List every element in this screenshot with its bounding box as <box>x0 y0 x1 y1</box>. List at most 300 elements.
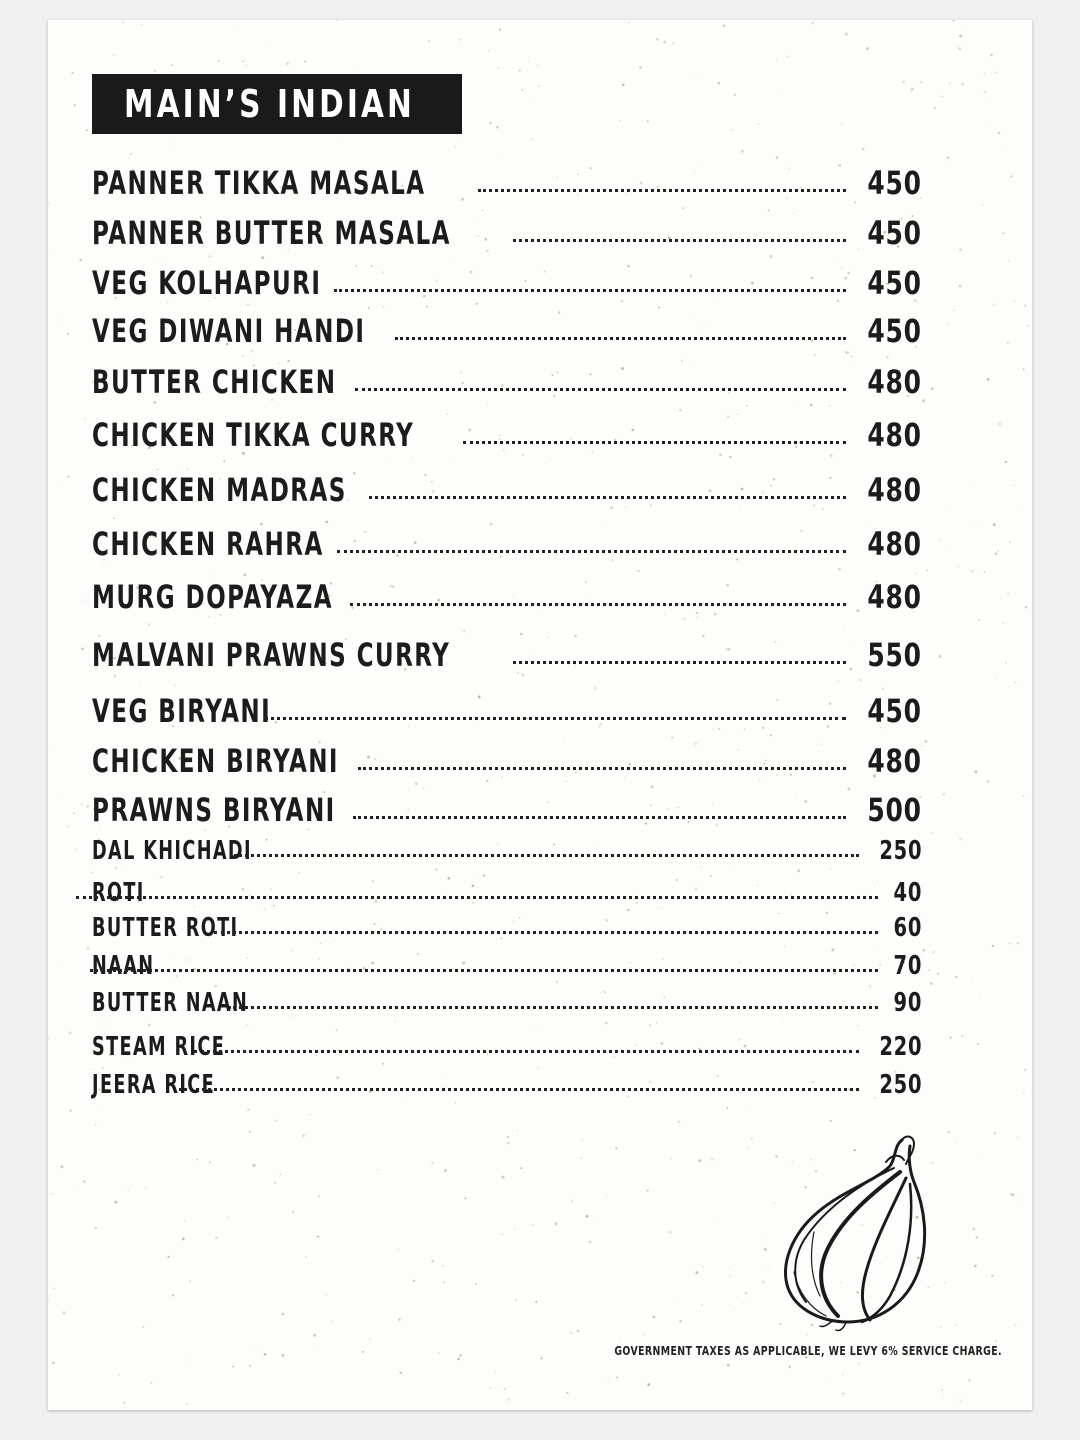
speckle <box>700 866 702 868</box>
menu-item <box>92 636 922 674</box>
speckle <box>48 1037 49 1039</box>
dot-leader <box>76 896 878 899</box>
speckle <box>535 97 536 98</box>
speckle <box>115 867 118 870</box>
speckle <box>215 1236 218 1239</box>
speckle <box>581 1140 583 1142</box>
speckle <box>487 403 488 404</box>
speckle <box>943 1398 944 1399</box>
speckle <box>189 1280 191 1282</box>
speckle <box>62 798 63 799</box>
speckle <box>955 1324 956 1325</box>
speckle <box>310 1114 311 1115</box>
item-name: CHICKEN RAHRA <box>92 525 324 563</box>
speckle <box>72 72 74 74</box>
speckle <box>728 870 729 871</box>
item-name: MALVANI PRAWNS CURRY <box>92 636 451 674</box>
dot-leader <box>513 661 847 664</box>
speckle <box>476 303 478 305</box>
speckle <box>242 60 244 62</box>
speckle <box>520 633 523 636</box>
speckle <box>776 156 778 158</box>
onion-icon <box>774 1132 934 1332</box>
speckle <box>948 549 949 550</box>
speckle <box>1008 686 1009 687</box>
speckle <box>663 41 666 44</box>
speckle <box>242 356 244 358</box>
item-price: 450 <box>867 692 922 730</box>
speckle <box>571 1200 573 1202</box>
speckle <box>829 405 831 407</box>
speckle <box>446 413 448 415</box>
speckle <box>502 1176 505 1179</box>
dot-leader <box>353 816 846 819</box>
speckle <box>153 401 156 404</box>
speckle <box>459 39 461 41</box>
speckle <box>1008 260 1010 262</box>
menu-item <box>92 264 922 302</box>
speckle <box>51 1193 53 1195</box>
speckle <box>496 126 499 129</box>
speckle <box>1014 485 1015 486</box>
speckle <box>941 1389 943 1391</box>
speckle <box>127 1190 128 1191</box>
speckle <box>842 124 843 125</box>
speckle <box>338 141 339 142</box>
speckle <box>457 1358 460 1361</box>
speckle <box>528 61 529 62</box>
speckle <box>1005 461 1007 463</box>
speckle <box>171 64 173 66</box>
speckle <box>362 1351 364 1353</box>
speckle <box>746 405 748 407</box>
speckle <box>1010 175 1012 177</box>
speckle <box>159 258 160 259</box>
speckle <box>681 359 683 361</box>
speckle <box>845 351 847 353</box>
speckle <box>833 948 835 950</box>
speckle <box>538 1068 539 1069</box>
speckle <box>698 1159 701 1162</box>
speckle <box>287 360 289 362</box>
speckle <box>678 1120 681 1123</box>
speckle <box>73 104 75 106</box>
item-name: STEAM RICE <box>92 1032 226 1062</box>
menu-item <box>92 312 922 350</box>
speckle <box>399 1371 401 1373</box>
speckle <box>86 129 88 131</box>
speckle <box>426 306 428 308</box>
speckle <box>972 1228 975 1231</box>
speckle <box>830 454 833 457</box>
menu-item <box>92 363 922 401</box>
speckle <box>1002 622 1004 624</box>
speckle <box>390 459 391 460</box>
speckle <box>562 738 563 739</box>
speckle <box>961 1035 963 1037</box>
item-price: 500 <box>867 791 922 829</box>
speckle <box>758 123 759 124</box>
menu-title: MAIN’S INDIAN <box>124 82 415 126</box>
speckle <box>531 1224 533 1226</box>
speckle <box>911 88 914 91</box>
speckle <box>336 20 337 21</box>
item-price: 450 <box>867 312 922 350</box>
speckle <box>882 688 884 690</box>
speckle <box>142 1326 144 1328</box>
speckle <box>931 387 933 389</box>
speckle <box>168 144 169 145</box>
speckle <box>67 333 69 335</box>
speckle <box>59 486 60 487</box>
speckle <box>968 1379 970 1381</box>
item-price: 480 <box>867 742 922 780</box>
speckle <box>594 1220 595 1221</box>
speckle <box>123 1402 125 1404</box>
speckle <box>923 949 925 951</box>
speckle <box>204 829 206 831</box>
speckle <box>978 619 980 621</box>
speckle <box>113 54 115 56</box>
speckle <box>769 255 772 258</box>
item-name: PANNER BUTTER MASALA <box>92 214 451 252</box>
speckle <box>955 976 957 978</box>
menu-item <box>92 1070 922 1100</box>
speckle <box>975 526 976 527</box>
speckle <box>488 50 489 51</box>
speckle <box>953 310 954 311</box>
speckle <box>76 848 77 849</box>
speckle <box>304 60 306 62</box>
speckle <box>994 1132 996 1134</box>
item-name: BUTTER NAAN <box>92 988 249 1018</box>
speckle <box>454 457 455 458</box>
speckle <box>274 1119 277 1122</box>
speckle <box>87 947 90 950</box>
speckle <box>504 1388 506 1390</box>
speckle <box>980 992 981 993</box>
speckle <box>1025 606 1027 608</box>
speckle <box>253 1164 256 1167</box>
speckle <box>52 1362 55 1365</box>
speckle <box>974 1265 977 1268</box>
speckle <box>148 623 150 625</box>
speckle <box>746 1106 747 1107</box>
speckle <box>261 256 264 259</box>
speckle <box>765 1240 766 1241</box>
speckle <box>1002 232 1004 234</box>
menu-page <box>48 20 1032 1410</box>
item-price: 70 <box>893 951 922 981</box>
dot-leader <box>337 550 846 553</box>
speckle <box>845 33 848 36</box>
speckle <box>942 793 945 796</box>
item-price: 480 <box>867 363 922 401</box>
speckle <box>531 138 533 140</box>
speckle <box>312 1347 313 1348</box>
speckle <box>61 1165 64 1168</box>
item-name: ROTI <box>92 878 145 908</box>
speckle <box>996 678 997 679</box>
speckle <box>1017 507 1018 508</box>
speckle <box>394 1020 396 1022</box>
speckle <box>150 1382 152 1384</box>
speckle <box>140 684 141 685</box>
speckle <box>435 868 438 871</box>
speckle <box>589 1240 592 1243</box>
speckle <box>167 1256 169 1258</box>
speckle <box>915 573 916 574</box>
speckle <box>949 1036 951 1038</box>
speckle <box>934 107 936 109</box>
speckle <box>729 456 731 458</box>
speckle <box>970 484 971 485</box>
item-name: CHICKEN TIKKA CURRY <box>92 416 415 454</box>
speckle <box>993 303 995 305</box>
speckle <box>605 1022 607 1024</box>
speckle <box>538 65 539 66</box>
speckle <box>122 21 124 23</box>
dot-leader <box>358 767 846 770</box>
speckle <box>920 81 922 83</box>
speckle <box>1014 300 1015 301</box>
speckle <box>622 83 625 86</box>
speckle <box>1005 662 1006 663</box>
speckle <box>464 1197 466 1199</box>
speckle <box>67 826 69 828</box>
speckle <box>952 20 954 21</box>
speckle <box>113 517 115 519</box>
speckle <box>398 1318 401 1321</box>
speckle <box>223 460 225 462</box>
item-name: VEG BIRYANI <box>92 692 272 730</box>
speckle <box>984 73 985 74</box>
speckle <box>182 1237 185 1240</box>
speckle <box>113 674 116 677</box>
speckle <box>519 69 521 71</box>
dot-leader <box>334 289 847 292</box>
dot-leader <box>350 603 847 606</box>
speckle <box>461 138 462 139</box>
speckle <box>48 745 49 746</box>
speckle <box>710 875 712 877</box>
speckle <box>282 1313 285 1316</box>
speckle <box>577 1330 579 1332</box>
dot-leader <box>90 969 878 972</box>
speckle <box>274 1182 276 1184</box>
speckle <box>948 1131 950 1133</box>
speckle <box>336 1029 338 1031</box>
speckle <box>652 1316 655 1319</box>
item-name: CHICKEN BIRYANI <box>92 742 339 780</box>
dot-leader <box>369 496 846 499</box>
speckle <box>651 785 654 788</box>
speckle <box>1024 304 1026 306</box>
speckle <box>154 464 155 465</box>
speckle <box>995 71 996 72</box>
speckle <box>377 1169 378 1170</box>
item-name: CHICKEN MADRAS <box>92 471 347 509</box>
speckle <box>717 1219 718 1220</box>
speckle <box>247 1024 248 1025</box>
speckle <box>859 679 862 682</box>
speckle <box>507 1398 509 1400</box>
speckle <box>87 805 89 807</box>
speckle <box>81 648 84 651</box>
speckle <box>910 91 911 92</box>
speckle <box>580 1157 582 1159</box>
speckle <box>79 259 81 261</box>
speckle <box>990 54 992 56</box>
speckle <box>218 60 220 62</box>
speckle <box>995 1340 997 1342</box>
speckle <box>842 1393 844 1395</box>
menu-item <box>92 471 922 509</box>
speckle <box>977 1043 979 1045</box>
speckle <box>114 1201 117 1204</box>
speckle <box>325 521 328 524</box>
speckle <box>305 1257 306 1258</box>
speckle <box>280 1174 282 1176</box>
speckle <box>784 945 786 947</box>
item-price: 450 <box>867 164 922 202</box>
speckle <box>382 306 384 308</box>
speckle <box>1007 592 1009 594</box>
menu-item <box>92 988 922 1018</box>
speckle <box>838 680 839 681</box>
item-price: 250 <box>879 1070 922 1100</box>
speckle <box>92 872 93 873</box>
speckle <box>545 463 546 464</box>
speckle <box>318 1195 320 1197</box>
item-price: 480 <box>867 416 922 454</box>
speckle <box>723 24 726 27</box>
speckle <box>444 1169 447 1172</box>
dot-leader <box>395 337 846 340</box>
speckle <box>743 1303 744 1304</box>
speckle <box>286 62 288 64</box>
item-price: 480 <box>867 525 922 563</box>
speckle <box>1023 1092 1025 1094</box>
speckle <box>950 511 951 512</box>
speckle <box>682 207 684 209</box>
item-price: 450 <box>867 264 922 302</box>
speckle <box>1022 368 1025 371</box>
item-name: JEERA RICE <box>92 1070 216 1100</box>
speckle <box>475 1283 477 1285</box>
speckle <box>737 413 739 415</box>
speckle <box>674 1301 675 1302</box>
speckle <box>963 25 964 26</box>
dot-leader <box>513 239 846 242</box>
speckle <box>1009 943 1011 945</box>
speckle <box>81 803 83 805</box>
speckle <box>95 1227 97 1229</box>
item-name: PANNER TIKKA MASALA <box>92 164 426 202</box>
speckle <box>679 1320 681 1322</box>
speckle <box>499 28 502 31</box>
dot-leader <box>214 931 878 934</box>
speckle <box>797 869 800 872</box>
item-price: 480 <box>867 471 922 509</box>
item-name: DAL KHICHADI <box>92 836 252 866</box>
speckle <box>1017 1137 1018 1138</box>
speckle <box>130 153 132 155</box>
speckle <box>649 1024 651 1026</box>
speckle <box>264 1353 267 1356</box>
speckle <box>959 1399 961 1401</box>
speckle <box>875 947 876 948</box>
speckle <box>828 1382 829 1383</box>
speckle <box>939 655 942 658</box>
speckle <box>313 1334 316 1337</box>
item-name: VEG DIWANI HANDI <box>92 312 366 350</box>
speckle <box>498 159 499 160</box>
speckle <box>565 780 566 781</box>
speckle <box>228 1217 229 1218</box>
menu-item <box>92 214 922 252</box>
speckle <box>993 523 996 526</box>
item-name: VEG KOLHAPURI <box>92 264 322 302</box>
speckle <box>103 1023 105 1025</box>
speckle <box>857 1025 859 1027</box>
speckle <box>251 350 254 353</box>
speckle <box>926 570 928 572</box>
speckle <box>244 574 247 577</box>
speckle <box>325 1294 326 1295</box>
speckle <box>82 600 83 601</box>
speckle <box>810 404 813 407</box>
speckle <box>413 1280 415 1282</box>
speckle <box>428 40 430 42</box>
speckle <box>647 1189 649 1191</box>
speckle <box>128 158 129 159</box>
speckle <box>951 161 952 162</box>
speckle <box>442 1265 444 1267</box>
speckle <box>858 1362 860 1364</box>
speckle <box>986 120 987 121</box>
item-price: 60 <box>893 913 922 943</box>
speckle <box>998 132 1001 135</box>
dot-leader <box>355 388 847 391</box>
speckle <box>520 1167 522 1169</box>
speckle <box>255 1349 256 1350</box>
item-name: BUTTER CHICKEN <box>92 363 337 401</box>
speckle <box>538 85 540 87</box>
speckle <box>1027 325 1029 327</box>
speckle <box>627 909 629 911</box>
speckle <box>942 96 944 98</box>
speckle <box>971 980 972 981</box>
speckle <box>806 1334 808 1336</box>
speckle <box>656 38 659 41</box>
speckle <box>958 566 959 567</box>
speckle <box>711 1158 714 1161</box>
speckle <box>843 628 844 629</box>
item-price: 40 <box>893 878 922 908</box>
speckle <box>656 1023 657 1024</box>
speckle <box>331 1321 332 1322</box>
speckle <box>455 1102 456 1103</box>
speckle <box>947 324 948 325</box>
speckle <box>769 1270 770 1271</box>
speckle <box>118 1374 119 1375</box>
speckle <box>701 1304 703 1306</box>
speckle <box>639 66 642 69</box>
speckle <box>702 1266 703 1267</box>
speckle <box>734 94 736 96</box>
service-charge-note: GOVERNMENT TAXES AS APPLICABLE, WE LEVY 6% SERVICE CHARGE. <box>614 1344 1002 1358</box>
